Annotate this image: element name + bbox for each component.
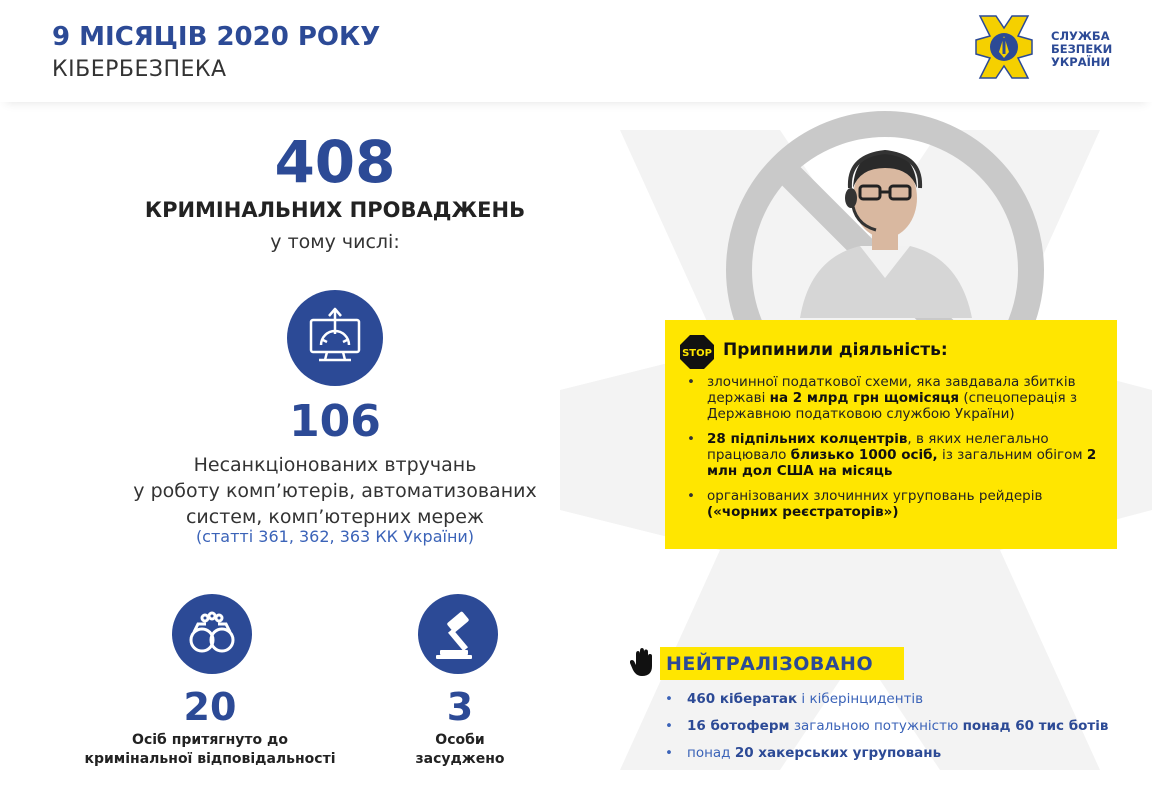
stopped-title: Припинили діяльність: bbox=[723, 340, 948, 360]
highlight-text: 2 млн дол США на місяць bbox=[707, 447, 1097, 479]
item-text: загальною потужністю bbox=[789, 718, 963, 734]
stopped-activities-panel bbox=[665, 320, 1117, 549]
header bbox=[0, 0, 1152, 102]
highlight-text: («чорних реєстраторів») bbox=[707, 504, 899, 520]
highlight-text: понад 60 тис ботів bbox=[962, 718, 1109, 734]
cases-sub: у тому числі: bbox=[270, 231, 400, 253]
stopped-list bbox=[685, 374, 1105, 529]
highlight-text: 28 підпільних колцентрів bbox=[707, 431, 908, 447]
list-item bbox=[685, 431, 1105, 479]
neutralized-title: НЕЙТРАЛІЗОВАНО bbox=[660, 647, 904, 680]
page-subtitle: КІБЕРБЕЗПЕКА bbox=[52, 57, 227, 82]
highlight-text: близько 1000 осіб, bbox=[790, 447, 938, 463]
convicted-label: Особи засуджено bbox=[415, 732, 505, 767]
item-text: понад bbox=[687, 745, 735, 761]
handcuffs-icon bbox=[172, 594, 252, 674]
logo-text: СЛУЖБА БЕЗПЕКИ УКРАЇНИ bbox=[1051, 29, 1113, 69]
item-text: , в яких нелегально працювало bbox=[707, 431, 1049, 463]
prosecuted-label: Осіб притягнуто до кримінальної відповідальності bbox=[84, 732, 336, 767]
gavel-icon bbox=[418, 594, 498, 674]
intrusions-label: Несанкціонованих втручань у роботу комп’ютерів, автоматизованих систем, комп’ютерних мереж bbox=[133, 454, 537, 528]
item-text: і кіберінцидентів bbox=[797, 691, 924, 707]
cases-label: КРИМІНАЛЬНИХ ПРОВАДЖЕНЬ bbox=[144, 198, 526, 222]
sbu-emblem-icon bbox=[972, 12, 1036, 82]
cases-count: 408 bbox=[274, 128, 396, 196]
neutralized-list bbox=[665, 690, 1145, 771]
highlight-text: 460 кібератак bbox=[687, 691, 798, 707]
page-title: 9 МІСЯЦІВ 2020 РОКУ bbox=[52, 22, 381, 52]
list-item bbox=[665, 744, 1145, 762]
highlight-text: 16 ботоферм bbox=[687, 718, 790, 734]
item-text: із загальним обігом bbox=[937, 447, 1087, 463]
list-item bbox=[685, 374, 1105, 422]
svg-text:STOP: STOP bbox=[682, 348, 712, 359]
computer-icon bbox=[287, 290, 383, 386]
list-item bbox=[685, 488, 1105, 520]
list-item bbox=[665, 690, 1145, 708]
item-text: організованих злочинних угруповань рейдерів bbox=[707, 488, 1043, 504]
highlight-text: 20 хакерських угруповань bbox=[734, 745, 942, 761]
hand-stop-icon bbox=[630, 648, 654, 676]
convicted-count: 3 bbox=[446, 685, 474, 729]
list-item bbox=[665, 717, 1145, 735]
hacker-photo bbox=[790, 138, 980, 318]
section-divider bbox=[0, 562, 1152, 572]
item-text: злочинної податкової схеми, яка завдавала збитків державі bbox=[707, 374, 1076, 406]
item-text: (спецоперація з Державною податковою службою України) bbox=[707, 390, 1078, 422]
stop-sign-icon bbox=[679, 334, 715, 370]
highlight-text: на 2 млрд грн щомісяця bbox=[769, 390, 960, 406]
intrusions-articles: (статті 361, 362, 363 КК України) bbox=[195, 527, 475, 546]
prosecuted-count: 20 bbox=[183, 685, 237, 729]
intrusions-count: 106 bbox=[289, 396, 381, 447]
